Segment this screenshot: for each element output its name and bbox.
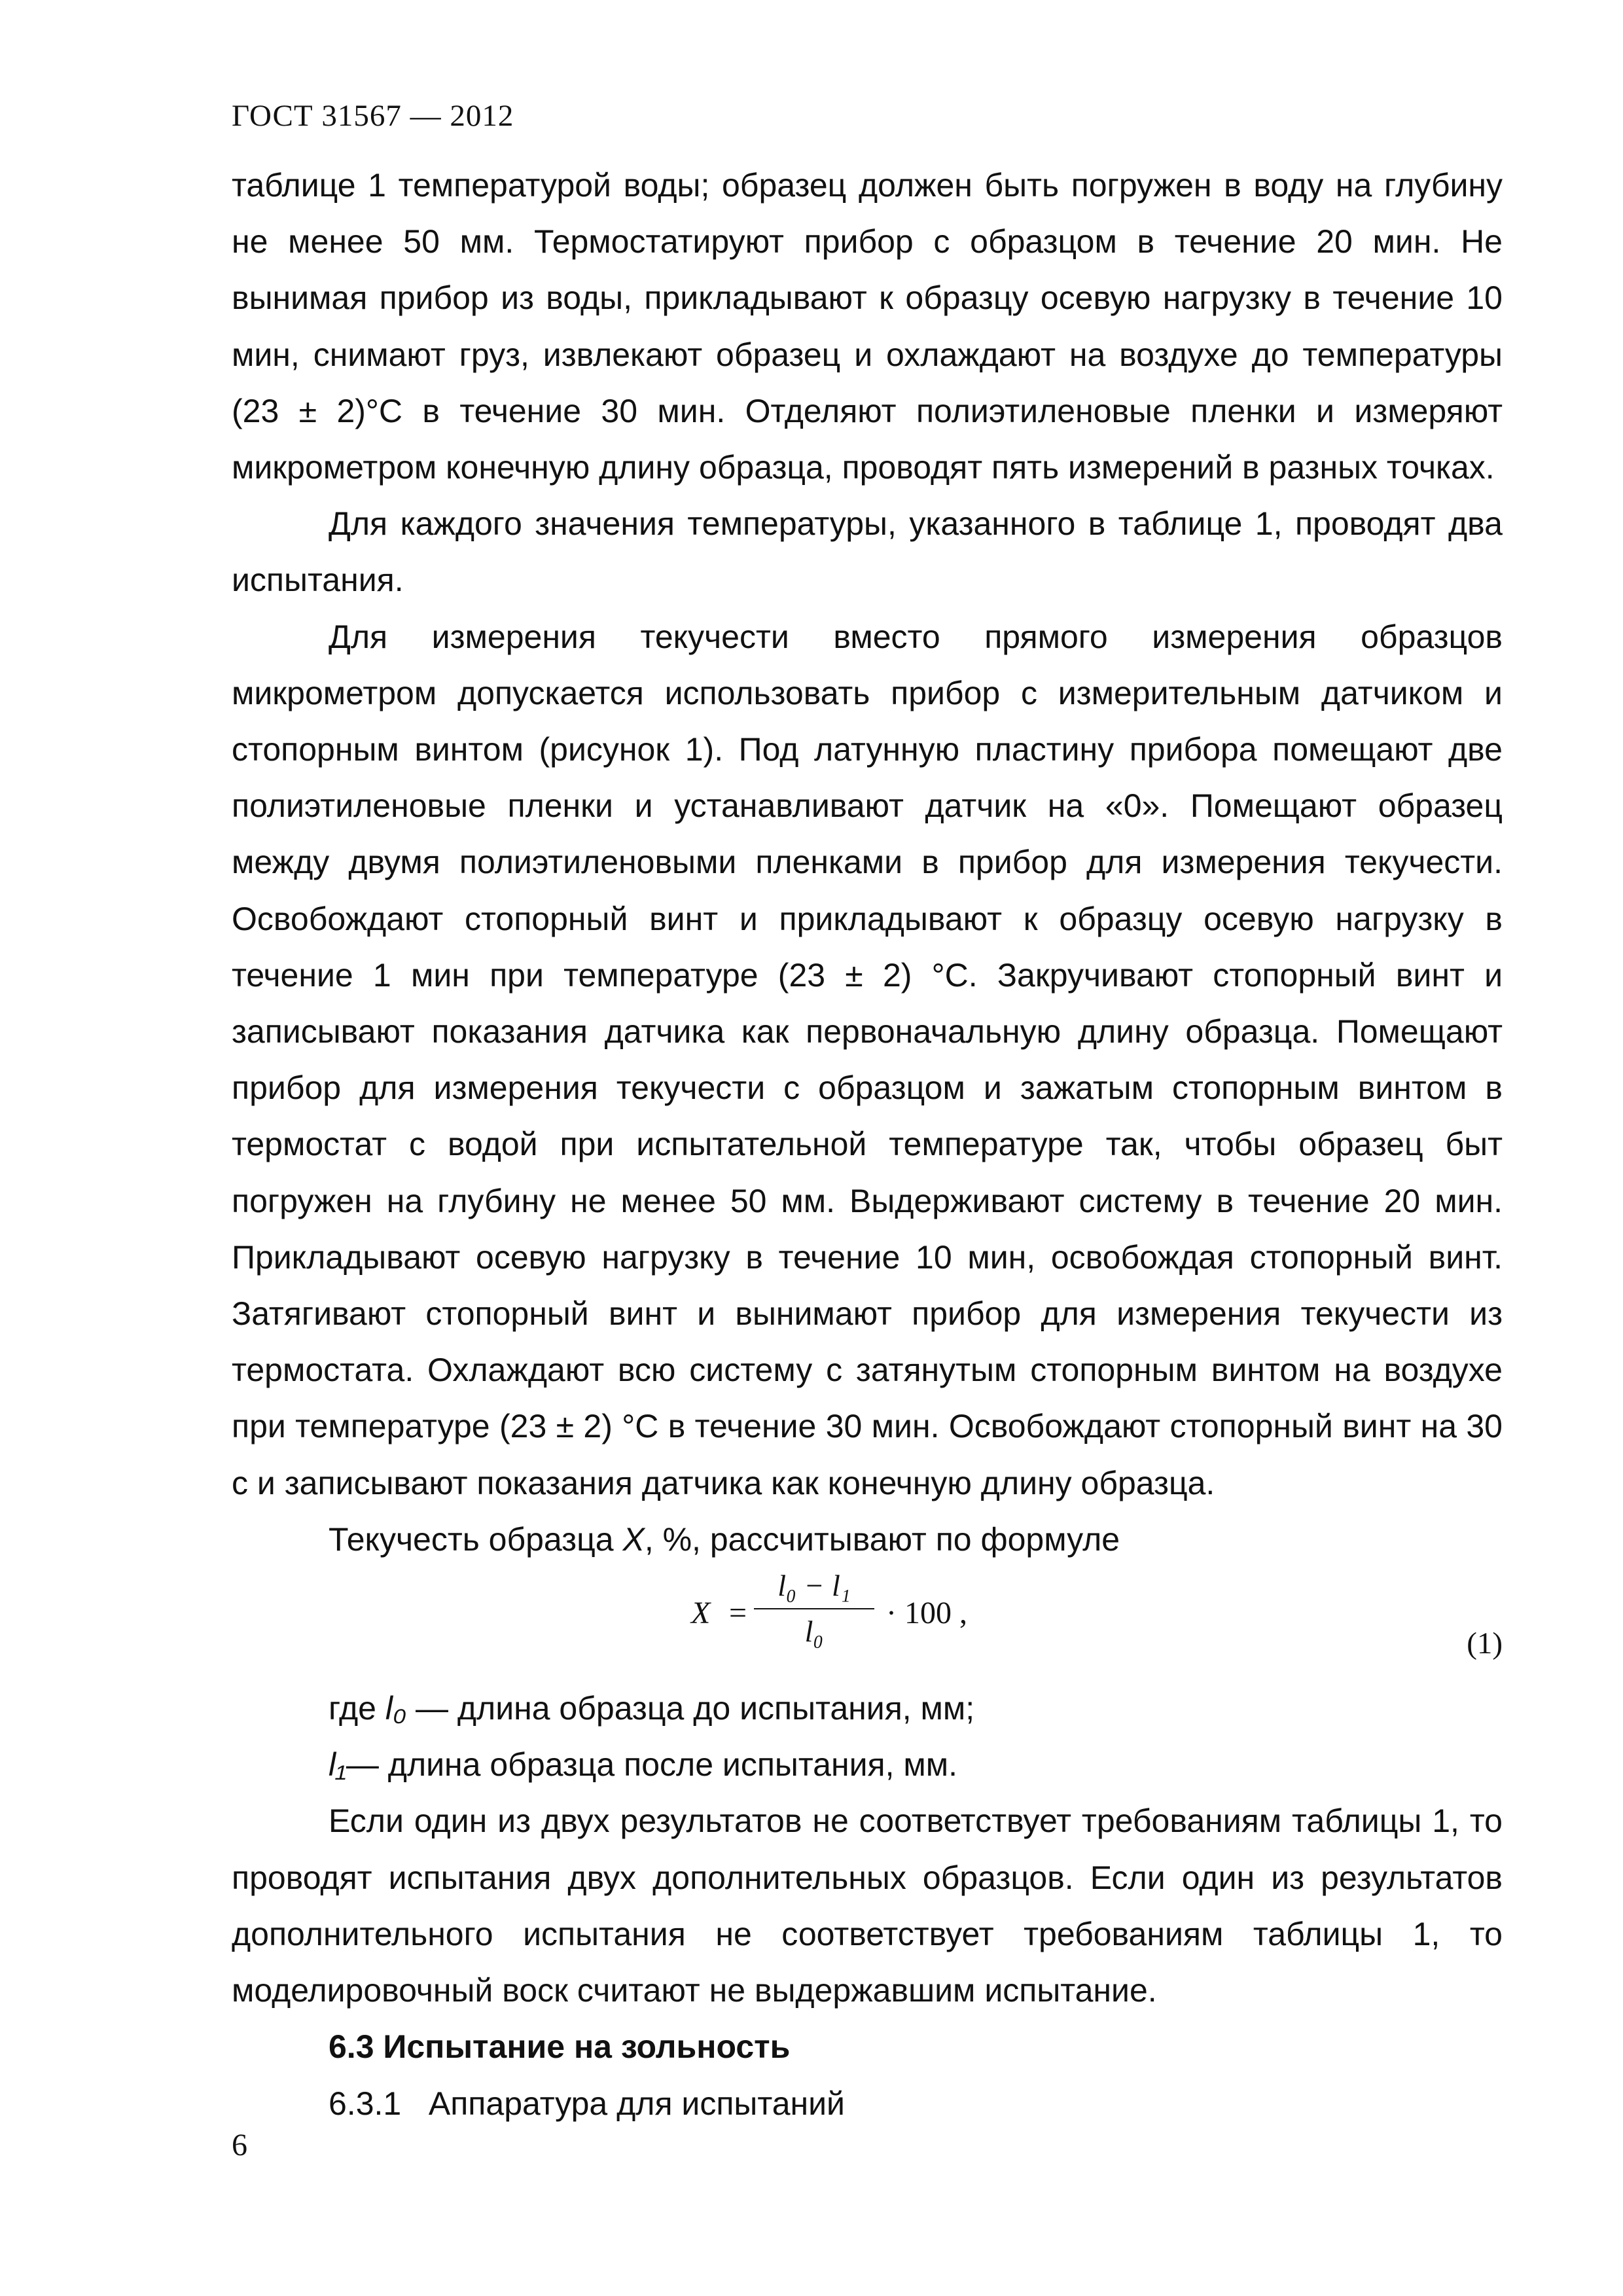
definition-text: — длина образца до испытания, мм; (406, 1690, 975, 1727)
subsection-heading: 6.3.1 Аппаратура для испытаний (329, 2085, 845, 2122)
formula-denominator: l₀ (804, 1615, 824, 1649)
document-header: ГОСТ 31567 — 2012 (232, 99, 514, 133)
formula-intro-text: Текучесть образца (329, 1520, 623, 1558)
definition-l0 (232, 1680, 1503, 1736)
formula-intro (232, 1511, 1503, 1568)
page-number: 6 (232, 2128, 247, 2162)
formula-intro-text: , %, рассчитывают по формуле (644, 1520, 1120, 1558)
definition-text: — длина образца после испытания, мм. (346, 1746, 958, 1784)
paragraph: Для измерения текучести вместо прямого измерения образцов микрометром допускается использовать прибор с измерительным датчиком и стопорным винтом (рисунок 1). Под латунную пластину прибора помещают две полиэтиленовые пленки и устанавливают датчик на «0». Помещают образец между двумя полиэтиленовыми пленками в прибор для измерения текучести. Освобождают стопорный винт и прикладывают к образцу осевую нагрузку в течение 1 мин при температуре (23 ± 2) °С. Закручивают стопорный винт и записывают показания датчика как первоначальную длину образца. Помещают прибор для измерения текучести с образцом и зажатым стопорным винтом в термостат с водой при испытательной температуре так, чтобы образец быт погружен на глубину не менее 50 мм. Выдерживают систему в течение 20 мин. Прикладывают осевую нагрузку в течение 10 мин, освобождая стопорный винт. Затягивают стопорный винт и вынимают прибор для измерения текучести из термостата. Охлаждают всю систему с затянутым стопорным винтом на воздухе при температуре (23 ± 2) °С в течение 30 мин. Освобождают стопорный винт на 30 с и записывают показания датчика как конечную длину образца. (232, 618, 1503, 1501)
formula-multiplier: · 100 , (886, 1596, 967, 1631)
variable-symbol: l₁ (329, 1746, 346, 1784)
paragraph: таблице 1 температурой воды; образец должен быть погружен в воду на глубину не менее 50 мм. Термостатируют прибор с образцом в течение 20 мин. Не вынимая прибор из воды, прикладывают к образцу осевую нагрузку в течение 10 мин, снимают груз, извлекают образец и охлаждают на воздухе до температуры (23 ± 2)°С в течение 30 мин. Отделяют полиэтиленовые пленки и измеряют микрометром конечную длину образца, проводят пять измерений в разных точках. (232, 167, 1503, 486)
variable-symbol: l₀ (385, 1690, 407, 1727)
paragraph: Если один из двух результатов не соответствует требованиям таблицы 1, то проводят испытания двух дополнительных образцов. Если один из результатов дополнительного испытания не соответствует требованиям таблицы 1, то моделировочный воск считают не выдержавшим испытание. (232, 1803, 1503, 2009)
variable-symbol: X (622, 1520, 645, 1558)
section-heading: 6.3 Испытание на зольность (329, 2028, 791, 2066)
paragraph: Для каждого значения температуры, указанного в таблице 1, проводят два испытания. (232, 505, 1503, 599)
formula-lhs: X (691, 1596, 711, 1631)
formula-number: (1) (1467, 1626, 1503, 1661)
formula-block (232, 1568, 1503, 1680)
formula-numerator: l₀ − l₁ (754, 1568, 874, 1609)
document-body (232, 157, 1503, 2132)
formula-equals: = (729, 1596, 747, 1631)
definition-l1 (232, 1736, 1503, 1793)
formula-fraction (754, 1568, 874, 1650)
definition-prefix: где (329, 1690, 385, 1727)
